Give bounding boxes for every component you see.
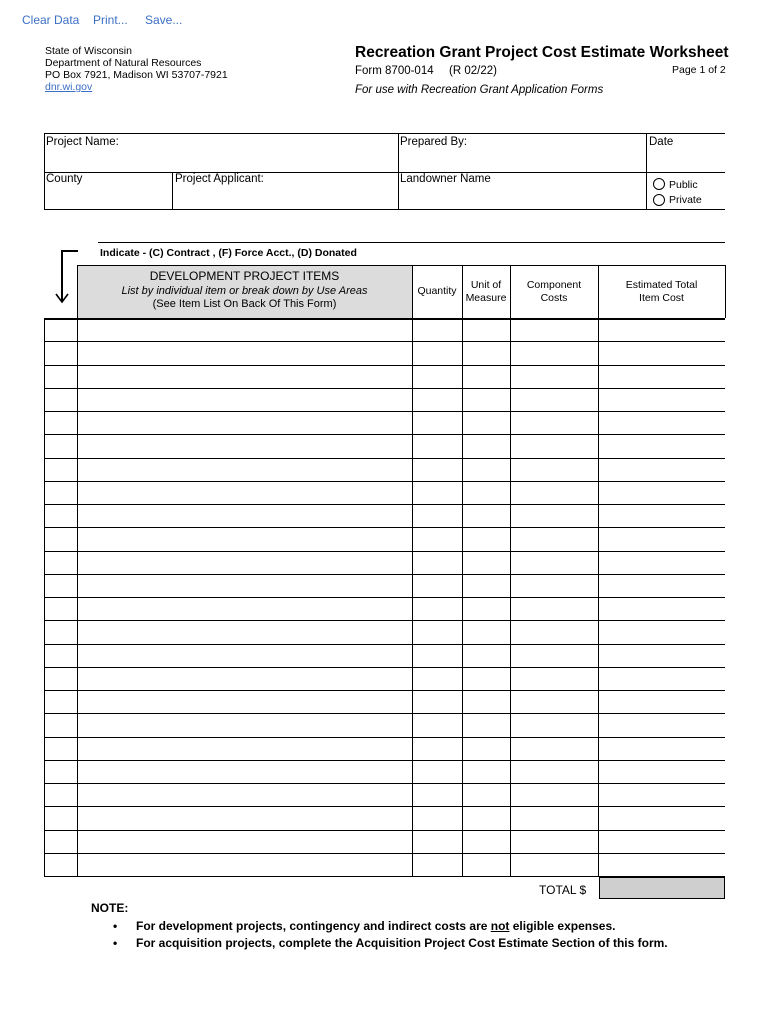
- estimated-cost-cell[interactable]: [599, 575, 724, 596]
- quantity-cell[interactable]: [413, 575, 461, 596]
- component-cost-cell[interactable]: [511, 319, 597, 340]
- component-cost-cell[interactable]: [511, 807, 597, 828]
- estimated-cost-cell[interactable]: [599, 761, 724, 782]
- clear-data-link[interactable]: Clear Data: [22, 13, 80, 27]
- item-description-cell[interactable]: [78, 528, 411, 549]
- estimated-cost-cell[interactable]: [599, 319, 724, 340]
- component-cost-cell[interactable]: [511, 691, 597, 712]
- estimated-cost-cell[interactable]: [599, 528, 724, 549]
- component-cost-cell[interactable]: [511, 389, 597, 410]
- quantity-cell[interactable]: [413, 412, 461, 433]
- unit-cell[interactable]: [463, 598, 509, 619]
- quantity-cell[interactable]: [413, 668, 461, 689]
- quantity-cell[interactable]: [413, 691, 461, 712]
- estimated-cost-cell[interactable]: [599, 714, 724, 735]
- unit-cell[interactable]: [463, 621, 509, 642]
- estimated-header-1: Estimated Total: [625, 279, 698, 291]
- total-label: TOTAL $: [539, 883, 587, 897]
- quantity-cell[interactable]: [413, 598, 461, 619]
- item-description-cell[interactable]: [78, 575, 411, 596]
- unit-cell[interactable]: [463, 412, 509, 433]
- unit-cell[interactable]: [463, 784, 509, 805]
- component-cost-cell[interactable]: [511, 482, 597, 503]
- project-applicant-label: Project Applicant:: [175, 173, 264, 185]
- component-cost-cell[interactable]: [511, 784, 597, 805]
- county-field[interactable]: [45, 188, 171, 208]
- type-code-cell[interactable]: [45, 784, 76, 805]
- form-number: Form 8700-014: [355, 65, 434, 77]
- item-description-cell[interactable]: [78, 807, 411, 828]
- component-cost-cell[interactable]: [511, 342, 597, 363]
- form-revision: (R 02/22): [449, 65, 497, 77]
- agency-address: PO Box 7921, Madison WI 53707-7921: [45, 69, 228, 81]
- component-cost-cell[interactable]: [511, 854, 597, 875]
- unit-cell[interactable]: [463, 807, 509, 828]
- component-cost-cell[interactable]: [511, 552, 597, 573]
- project-applicant-field[interactable]: [173, 188, 397, 208]
- quantity-cell[interactable]: [413, 342, 461, 363]
- quantity-cell[interactable]: [413, 645, 461, 666]
- indicate-instruction: Indicate - (C) Contract , (F) Force Acct., (D) Donated: [100, 247, 357, 259]
- unit-cell[interactable]: [463, 552, 509, 573]
- estimated-cost-cell[interactable]: [599, 435, 724, 456]
- item-description-cell[interactable]: [78, 784, 411, 805]
- quantity-cell[interactable]: [413, 621, 461, 642]
- item-description-cell[interactable]: [78, 552, 411, 573]
- item-description-cell[interactable]: [78, 505, 411, 526]
- item-description-cell[interactable]: [78, 342, 411, 363]
- estimated-cost-cell[interactable]: [599, 482, 724, 503]
- estimated-cost-cell[interactable]: [599, 807, 724, 828]
- component-cost-cell[interactable]: [511, 505, 597, 526]
- item-description-cell[interactable]: [78, 761, 411, 782]
- unit-cell[interactable]: [463, 668, 509, 689]
- type-code-cell[interactable]: [45, 807, 76, 828]
- quantity-cell[interactable]: [413, 761, 461, 782]
- unit-cell[interactable]: [463, 505, 509, 526]
- unit-cell[interactable]: [463, 482, 509, 503]
- type-code-cell[interactable]: [45, 645, 76, 666]
- estimated-cost-cell[interactable]: [599, 342, 724, 363]
- agency-state: State of Wisconsin: [45, 45, 132, 57]
- unit-cell[interactable]: [463, 645, 509, 666]
- table-right-header-border: [725, 265, 726, 318]
- type-code-cell[interactable]: [45, 691, 76, 712]
- component-cost-cell[interactable]: [511, 366, 597, 387]
- public-label: Public: [669, 179, 698, 191]
- fields-mid-border: [44, 172, 725, 173]
- estimated-cost-cell[interactable]: [599, 621, 724, 642]
- items-header-sub1: List by individual item or break down by Use Areas: [121, 285, 368, 297]
- item-description-cell[interactable]: [78, 319, 411, 340]
- type-code-cell[interactable]: [45, 342, 76, 363]
- item-description-cell[interactable]: [78, 668, 411, 689]
- project-name-field[interactable]: [45, 151, 397, 171]
- type-code-cell[interactable]: [45, 738, 76, 759]
- date-label: Date: [649, 136, 674, 148]
- item-description-cell[interactable]: [78, 691, 411, 712]
- quantity-cell[interactable]: [413, 319, 461, 340]
- indicate-rule: [98, 242, 725, 243]
- public-radio[interactable]: [653, 178, 665, 190]
- unit-cell[interactable]: [463, 528, 509, 549]
- component-cost-cell[interactable]: [511, 738, 597, 759]
- quantity-cell[interactable]: [413, 482, 461, 503]
- component-cost-cell[interactable]: [511, 412, 597, 433]
- type-code-cell[interactable]: [45, 528, 76, 549]
- note-bullet-1-emphasis: not: [490, 919, 510, 933]
- agency-department: Department of Natural Resources: [45, 57, 202, 69]
- page-number: Page 1 of 2: [672, 64, 726, 76]
- note-bullet-1-post: eligible expenses.: [509, 919, 616, 933]
- estimated-cost-cell[interactable]: [599, 598, 724, 619]
- prepared-by-field[interactable]: [399, 151, 645, 171]
- component-cost-cell[interactable]: [511, 575, 597, 596]
- item-description-cell[interactable]: [78, 366, 411, 387]
- unit-cell[interactable]: [463, 831, 509, 852]
- estimated-cost-cell[interactable]: [599, 691, 724, 712]
- estimated-cost-cell[interactable]: [599, 831, 724, 852]
- type-code-cell[interactable]: [45, 389, 76, 410]
- estimated-cost-cell[interactable]: [599, 668, 724, 689]
- unit-cell[interactable]: [463, 714, 509, 735]
- type-code-cell[interactable]: [45, 505, 76, 526]
- quantity-cell[interactable]: [413, 552, 461, 573]
- item-description-cell[interactable]: [78, 621, 411, 642]
- unit-cell[interactable]: [463, 691, 509, 712]
- quantity-cell[interactable]: [413, 366, 461, 387]
- table-header-top-border: [77, 265, 725, 266]
- estimated-header-2: Item Cost: [639, 292, 684, 304]
- fields-top-border: [44, 133, 725, 134]
- form-subtitle: For use with Recreation Grant Application Forms: [355, 84, 604, 96]
- type-code-cell[interactable]: [45, 435, 76, 456]
- unit-cell[interactable]: [463, 459, 509, 480]
- type-code-cell[interactable]: [45, 319, 76, 340]
- landowner-name-label: Landowner Name: [400, 173, 491, 185]
- quantity-cell[interactable]: [413, 831, 461, 852]
- component-cost-cell[interactable]: [511, 459, 597, 480]
- component-cost-cell[interactable]: [511, 831, 597, 852]
- item-description-cell[interactable]: [78, 831, 411, 852]
- agency-block: [45, 45, 228, 93]
- type-code-cell[interactable]: [45, 552, 76, 573]
- item-description-cell[interactable]: [78, 459, 411, 480]
- item-description-cell[interactable]: [78, 854, 411, 875]
- component-header-1: Component: [526, 279, 582, 291]
- prepared-by-label: Prepared By:: [400, 136, 468, 148]
- unit-cell[interactable]: [463, 761, 509, 782]
- type-code-cell[interactable]: [45, 621, 76, 642]
- save-link[interactable]: Save...: [145, 13, 183, 27]
- quantity-cell[interactable]: [413, 854, 461, 875]
- estimated-cost-cell[interactable]: [599, 552, 724, 573]
- item-description-cell[interactable]: [78, 645, 411, 666]
- unit-cell[interactable]: [463, 854, 509, 875]
- quantity-cell[interactable]: [413, 435, 461, 456]
- item-description-cell[interactable]: [78, 598, 411, 619]
- unit-cell[interactable]: [463, 319, 509, 340]
- item-description-cell[interactable]: [78, 389, 411, 410]
- project-name-label: Project Name:: [46, 136, 119, 148]
- form-title: Recreation Grant Project Cost Estimate Worksheet: [355, 44, 729, 61]
- bullet-1-icon: •: [113, 919, 118, 933]
- arrow-down-icon: [50, 244, 80, 306]
- component-cost-cell[interactable]: [511, 435, 597, 456]
- landowner-name-field[interactable]: [399, 188, 645, 208]
- note-bullet-1-pre: For development projects, contingency and indirect costs are: [136, 919, 491, 933]
- note-bullet-1: [136, 919, 615, 933]
- estimated-cost-cell[interactable]: [599, 854, 724, 875]
- quantity-cell[interactable]: [413, 528, 461, 549]
- total-field[interactable]: [599, 877, 725, 899]
- type-code-cell[interactable]: [45, 366, 76, 387]
- note-heading: NOTE:: [91, 901, 129, 915]
- county-label: County: [46, 173, 83, 185]
- fields-bottom-border: [44, 209, 725, 210]
- print-link[interactable]: Print...: [93, 13, 128, 27]
- component-header-2: Costs: [540, 292, 568, 304]
- quantity-cell[interactable]: [413, 389, 461, 410]
- quantity-cell[interactable]: [413, 807, 461, 828]
- estimated-cost-cell[interactable]: [599, 645, 724, 666]
- quantity-header: Quantity: [417, 285, 457, 297]
- type-code-cell[interactable]: [45, 412, 76, 433]
- agency-website-link[interactable]: dnr.wi.gov: [45, 81, 93, 93]
- unit-header-2: Measure: [465, 292, 507, 304]
- items-header-title: DEVELOPMENT PROJECT ITEMS: [149, 269, 340, 283]
- unit-header-1: Unit of: [470, 279, 502, 291]
- component-cost-cell[interactable]: [511, 645, 597, 666]
- component-cost-cell[interactable]: [511, 761, 597, 782]
- type-code-cell[interactable]: [45, 761, 76, 782]
- items-header-sub2: (See Item List On Back Of This Form): [152, 298, 337, 310]
- unit-cell[interactable]: [463, 738, 509, 759]
- estimated-cost-cell[interactable]: [599, 389, 724, 410]
- component-cost-cell[interactable]: [511, 714, 597, 735]
- bullet-2-icon: •: [113, 936, 118, 950]
- estimated-cost-cell[interactable]: [599, 738, 724, 759]
- date-field[interactable]: [647, 151, 725, 171]
- component-cost-cell[interactable]: [511, 528, 597, 549]
- type-code-cell[interactable]: [45, 854, 76, 875]
- note-bullet-2: For acquisition projects, complete the Acquisition Project Cost Estimate Section of this form.: [136, 936, 668, 950]
- item-description-cell[interactable]: [78, 412, 411, 433]
- estimated-cost-cell[interactable]: [599, 784, 724, 805]
- unit-cell[interactable]: [463, 389, 509, 410]
- estimated-cost-cell[interactable]: [599, 505, 724, 526]
- private-radio[interactable]: [653, 194, 665, 206]
- private-label: Private: [669, 194, 702, 206]
- quantity-cell[interactable]: [413, 459, 461, 480]
- unit-cell[interactable]: [463, 366, 509, 387]
- item-description-cell[interactable]: [78, 482, 411, 503]
- item-description-cell[interactable]: [78, 714, 411, 735]
- unit-cell[interactable]: [463, 575, 509, 596]
- quantity-cell[interactable]: [413, 738, 461, 759]
- unit-cell[interactable]: [463, 435, 509, 456]
- quantity-cell[interactable]: [413, 784, 461, 805]
- fields-divider-2: [646, 133, 647, 209]
- estimated-cost-cell[interactable]: [599, 366, 724, 387]
- component-cost-cell[interactable]: [511, 598, 597, 619]
- item-description-cell[interactable]: [78, 435, 411, 456]
- component-cost-cell[interactable]: [511, 668, 597, 689]
- quantity-cell[interactable]: [413, 505, 461, 526]
- type-code-cell[interactable]: [45, 831, 76, 852]
- type-code-cell[interactable]: [45, 459, 76, 480]
- estimated-cost-cell[interactable]: [599, 412, 724, 433]
- type-code-cell[interactable]: [45, 668, 76, 689]
- type-code-cell[interactable]: [45, 714, 76, 735]
- type-code-cell[interactable]: [45, 598, 76, 619]
- item-description-cell[interactable]: [78, 738, 411, 759]
- estimated-cost-cell[interactable]: [599, 459, 724, 480]
- quantity-cell[interactable]: [413, 714, 461, 735]
- type-code-cell[interactable]: [45, 575, 76, 596]
- unit-cell[interactable]: [463, 342, 509, 363]
- type-code-cell[interactable]: [45, 482, 76, 503]
- component-cost-cell[interactable]: [511, 621, 597, 642]
